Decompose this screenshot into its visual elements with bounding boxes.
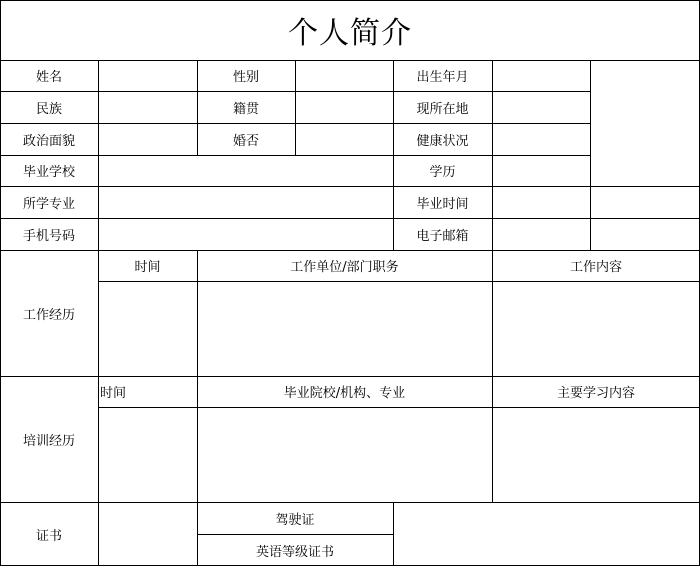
- work-content-header: 工作内容: [569, 260, 622, 275]
- education-label: 学历: [429, 165, 456, 180]
- major-label: 所学专业: [22, 196, 75, 212]
- graduation-time-label: 毕业时间: [416, 196, 469, 212]
- email-label: 电子邮箱: [416, 228, 469, 244]
- school-label: 毕业学校: [22, 165, 75, 180]
- work-unit-header: 工作单位/部门职务: [290, 260, 399, 275]
- native-place-label: 籍贯: [232, 101, 259, 117]
- name-label: 姓名: [35, 70, 62, 85]
- work-time-header: 时间: [134, 260, 161, 275]
- birth-date-label: 出生年月: [416, 70, 469, 85]
- driving-license-label: 驾驶证: [275, 512, 315, 528]
- health-status-label: 健康状况: [416, 133, 469, 149]
- english-certificate-label: 英语等级证书: [255, 544, 334, 560]
- page-title: 个人简介: [288, 16, 412, 51]
- ethnicity-label: 民族: [35, 101, 62, 117]
- work-experience-label: 工作经历: [22, 307, 75, 323]
- phone-label: 手机号码: [22, 228, 75, 244]
- residence-label: 现所在地: [416, 101, 469, 117]
- training-institution-header: 毕业院校/机构、专业: [283, 386, 406, 401]
- certificates-label: 证书: [35, 528, 62, 544]
- political-status-label: 政治面貌: [22, 133, 75, 149]
- marital-status-label: 婚否: [232, 133, 259, 149]
- gender-label: 性别: [232, 70, 259, 85]
- training-content-header: 主要学习内容: [556, 386, 635, 401]
- training-time-header: 时间: [100, 386, 127, 401]
- training-experience-label: 培训经历: [22, 433, 75, 449]
